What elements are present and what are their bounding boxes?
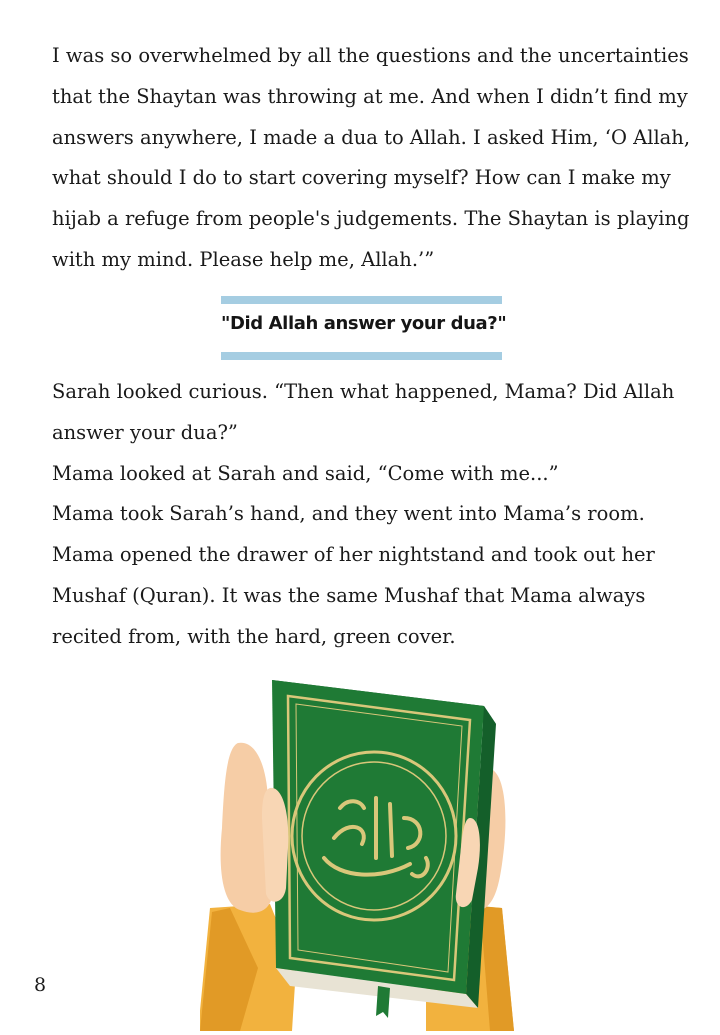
text-line: with my mind. Please help me, Allah.’”	[52, 247, 435, 271]
text-line: Mama took Sarah’s hand, and they went into Mama’s room.	[52, 502, 645, 526]
callout-top-bar	[221, 296, 502, 304]
text-line: what should I do to start covering myself? How can I make my	[52, 166, 671, 190]
callout-bottom-bar	[221, 352, 502, 360]
text-line: hijab a refuge from people's judgements. The Shaytan is playing	[52, 207, 690, 231]
text-line: Sarah looked curious. “Then what happened, Mama? Did Allah	[52, 380, 675, 403]
hands-holding-quran-illustration	[200, 668, 520, 1031]
story-paragraph-2	[52, 372, 682, 658]
callout-text: "Did Allah answer your dua?"	[221, 313, 507, 334]
text-line: recited from, with the hard, green cover.	[52, 624, 456, 648]
text-line: Mushaf (Quran). It was the same Mushaf that Mama always	[52, 583, 646, 607]
text-line: I was so overwhelmed by all the questions and the uncertainties	[52, 44, 689, 67]
left-thumb	[262, 788, 288, 902]
page-number: 8	[34, 974, 47, 996]
text-line: that the Shaytan was throwing at me. And when I didn’t find my	[52, 84, 688, 108]
bookmark-ribbon	[376, 986, 390, 1018]
callout-quote	[221, 296, 507, 360]
hands-holding-quran-icon	[200, 668, 520, 1031]
text-line: answers anywhere, I made a dua to Allah. I asked Him, ‘O Allah,	[52, 125, 691, 149]
story-paragraph-1	[52, 36, 691, 281]
text-line: Mama looked at Sarah and said, “Come with me...”	[52, 461, 559, 485]
text-line: Mama opened the drawer of her nightstand and took out her	[52, 543, 655, 567]
text-line: answer your dua?”	[52, 420, 238, 444]
